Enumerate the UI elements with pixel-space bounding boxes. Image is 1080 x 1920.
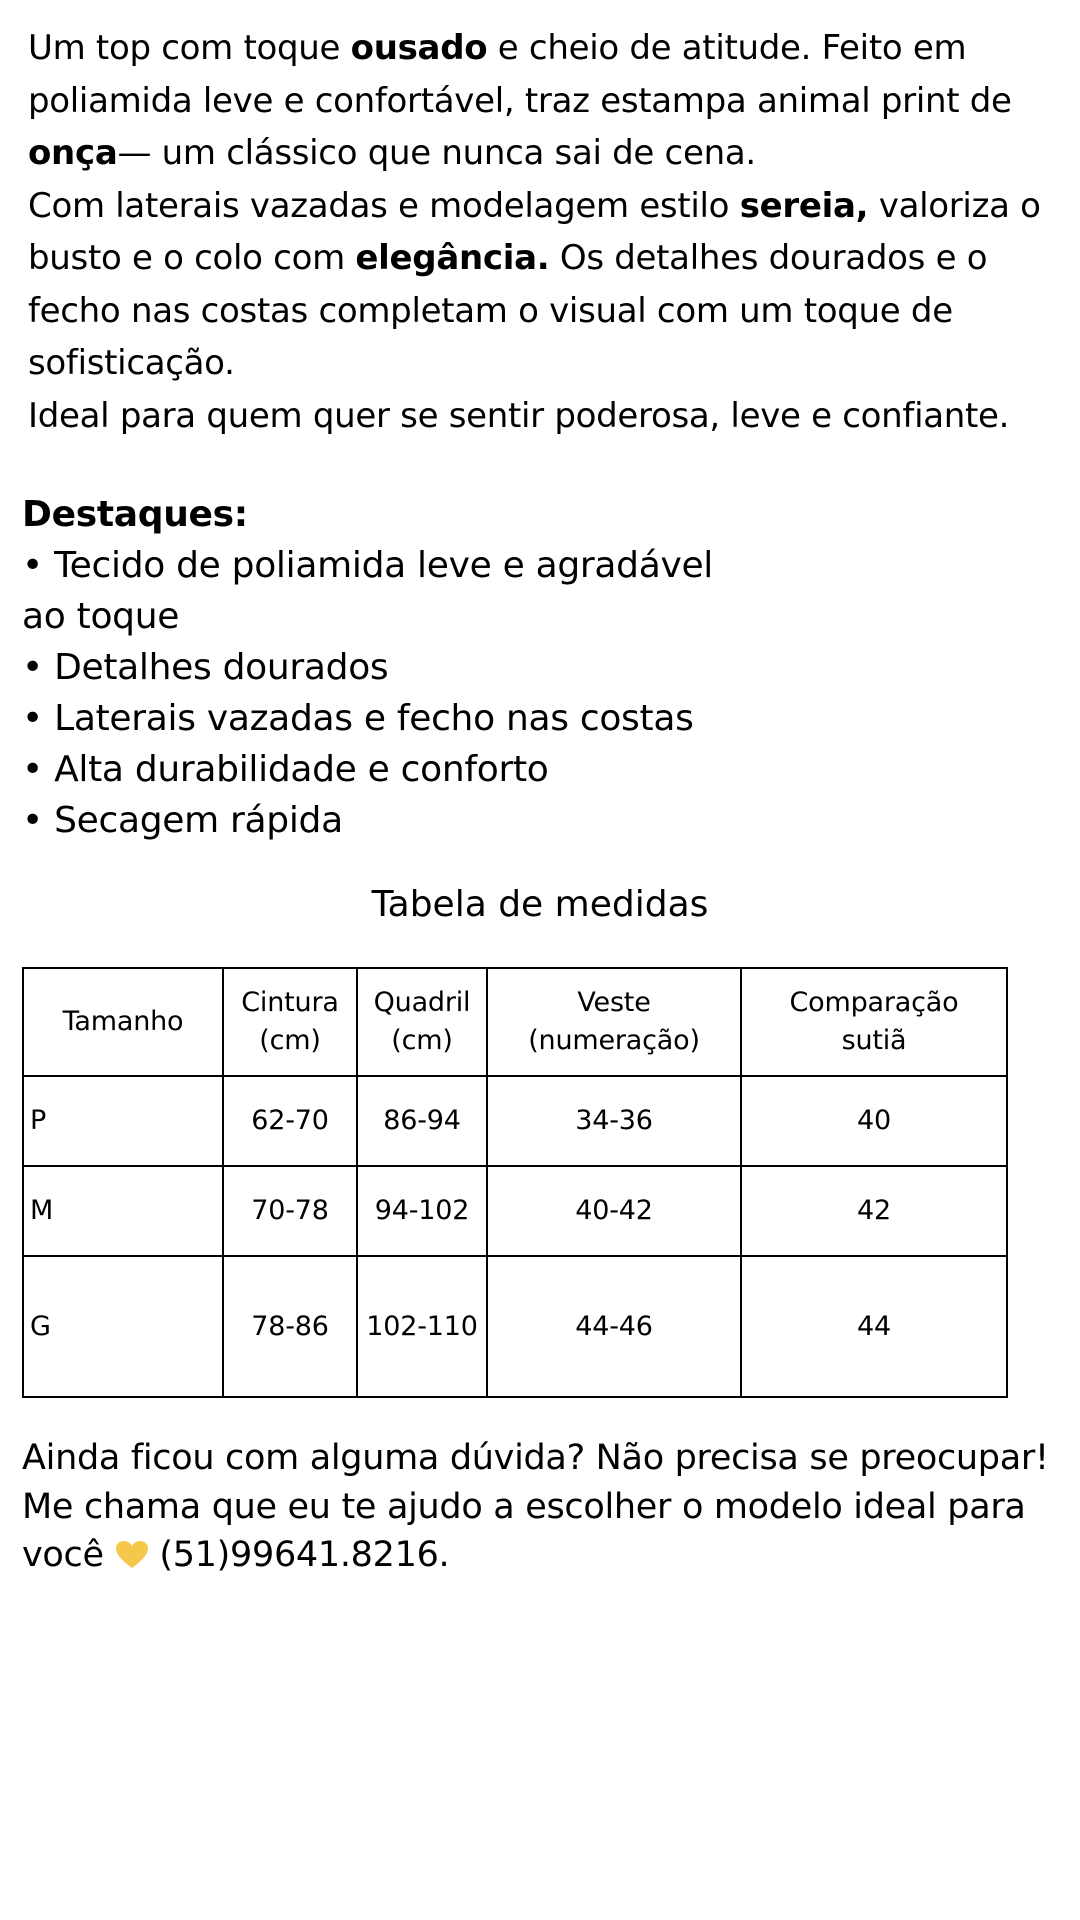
size-table bbox=[22, 967, 1008, 1398]
header-unit: (numeração) bbox=[528, 1025, 700, 1056]
description-text: valoriza o busto e o colo com bbox=[28, 185, 1041, 278]
header-text: Comparação bbox=[789, 987, 959, 1018]
description-bold-text: elegância. bbox=[355, 238, 550, 278]
description-text: Os detalhes dourados e o fecho nas costas completam o visual com um toque de sofisticação. bbox=[28, 238, 988, 383]
size-cell: G bbox=[23, 1256, 223, 1397]
dress-size-cell: 34-36 bbox=[487, 1076, 741, 1166]
highlight-item: • Secagem rápida bbox=[22, 800, 343, 841]
description-text: e cheio de atitude. Feito em poliamida leve e confortável, traz estampa animal print de bbox=[28, 28, 1012, 121]
size-cell: M bbox=[23, 1166, 223, 1256]
table-row bbox=[23, 1166, 1007, 1256]
contact-paragraph bbox=[22, 1434, 1062, 1580]
table-row bbox=[23, 1076, 1007, 1166]
bra-comparison-cell: 42 bbox=[741, 1166, 1007, 1256]
highlight-item: • Alta durabilidade e conforto bbox=[22, 749, 549, 790]
bra-comparison-cell: 44 bbox=[741, 1256, 1007, 1397]
contact-text: Ainda ficou com alguma dúvida? Não precisa se preocupar! Me chama que eu te ajudo a escolher o modelo ideal para você bbox=[22, 1438, 1049, 1575]
description-bold-text: ousado bbox=[350, 28, 488, 68]
header-unit: (cm) bbox=[259, 1025, 321, 1056]
header-unit: sutiã bbox=[841, 1025, 907, 1056]
description-paragraph-1 bbox=[28, 22, 1068, 180]
header-cell-hip bbox=[357, 968, 487, 1076]
waist-cell: 78-86 bbox=[223, 1256, 357, 1397]
dress-size-cell: 40-42 bbox=[487, 1166, 741, 1256]
description-paragraph-2 bbox=[28, 180, 1068, 390]
waist-cell: 62-70 bbox=[223, 1076, 357, 1166]
dress-size-cell: 44-46 bbox=[487, 1256, 741, 1397]
header-cell-bra-comparison bbox=[741, 968, 1007, 1076]
header-unit: (cm) bbox=[391, 1025, 453, 1056]
hip-cell: 102-110 bbox=[357, 1256, 487, 1397]
hip-cell: 86-94 bbox=[357, 1076, 487, 1166]
highlights-title: Destaques: bbox=[22, 494, 248, 535]
header-cell-size bbox=[23, 968, 223, 1076]
highlight-item: • Tecido de poliamida leve e agradável bbox=[22, 545, 714, 586]
size-table-title: Tabela de medidas bbox=[371, 884, 709, 925]
header-text: Veste bbox=[577, 987, 651, 1018]
header-text: Tamanho bbox=[62, 1006, 184, 1037]
highlight-item: • Laterais vazadas e fecho nas costas bbox=[22, 698, 694, 739]
description-text: Um top com toque bbox=[28, 28, 351, 68]
waist-cell: 70-78 bbox=[223, 1166, 357, 1256]
description-paragraph-3: Ideal para quem quer se sentir poderosa, leve e confiante. bbox=[28, 395, 1010, 436]
table-row bbox=[23, 1256, 1007, 1397]
contact-section bbox=[22, 1434, 1062, 1580]
highlights-section bbox=[22, 489, 1062, 846]
size-table-header-row bbox=[23, 968, 1007, 1076]
header-cell-dress-size bbox=[487, 968, 741, 1076]
header-cell-waist bbox=[223, 968, 357, 1076]
hip-cell: 94-102 bbox=[357, 1166, 487, 1256]
bra-comparison-cell: 40 bbox=[741, 1076, 1007, 1166]
highlight-item: ao toque bbox=[22, 596, 180, 637]
description-bold-text: onça bbox=[28, 133, 118, 173]
description-bold-text: sereia, bbox=[739, 185, 869, 226]
contact-phone: (51)99641.8216. bbox=[148, 1535, 450, 1575]
header-text: Quadril bbox=[373, 987, 471, 1018]
size-cell: P bbox=[23, 1076, 223, 1166]
yellow-heart-icon bbox=[115, 1535, 149, 1565]
header-text: Cintura bbox=[241, 987, 339, 1018]
highlight-item: • Detalhes dourados bbox=[22, 647, 389, 688]
description-text: — um clássico que nunca sai de cena. bbox=[117, 133, 756, 173]
description-text: Com laterais vazadas e modelagem estilo bbox=[28, 185, 740, 226]
product-description bbox=[28, 22, 1068, 442]
highlights-list bbox=[22, 540, 1062, 846]
